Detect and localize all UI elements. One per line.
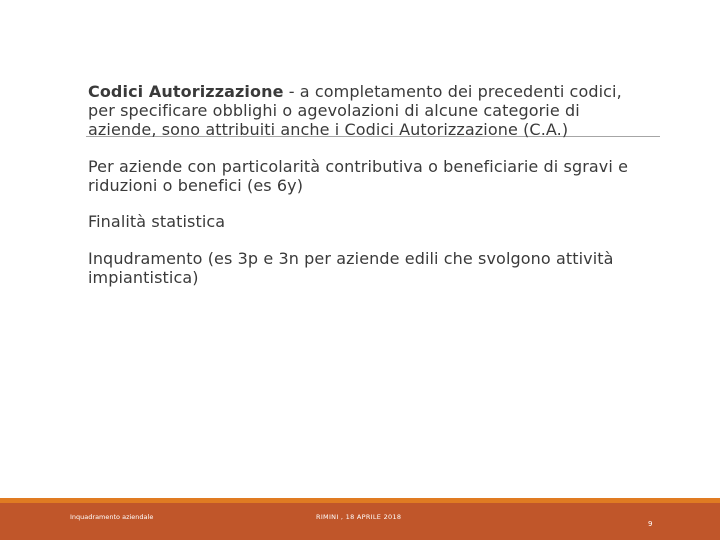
- paragraph-finalita-statistica: Finalità statistica: [88, 212, 226, 231]
- paragraph-codici-autorizzazione: [88, 82, 648, 139]
- footer-bar: [0, 503, 720, 540]
- paragraph-particolarita-contributiva: Per aziende con particolarità contributiva o beneficiarie di sgravi e riduzioni o benefici (es 6y): [88, 157, 629, 195]
- paragraph-inquadramento: Inqudramento (es 3p e 3n per aziende edili che svolgono attività impiantistica): [88, 249, 614, 287]
- slide-body: [88, 82, 648, 287]
- definition-codici-autorizzazione: - a completamento dei precedenti codici, per specificare obblighi o agevolazioni di alcune categorie di aziende, sono attribuiti anche i Codici Autorizzazione (C.A.): [88, 82, 622, 139]
- term-codici-autorizzazione: Codici Autorizzazione: [88, 82, 284, 101]
- page-number: 9: [648, 520, 653, 528]
- footer-topic: Inquadramento aziendale: [70, 513, 154, 521]
- footer-date-location: RIMINI , 18 APRILE 2018: [316, 513, 402, 521]
